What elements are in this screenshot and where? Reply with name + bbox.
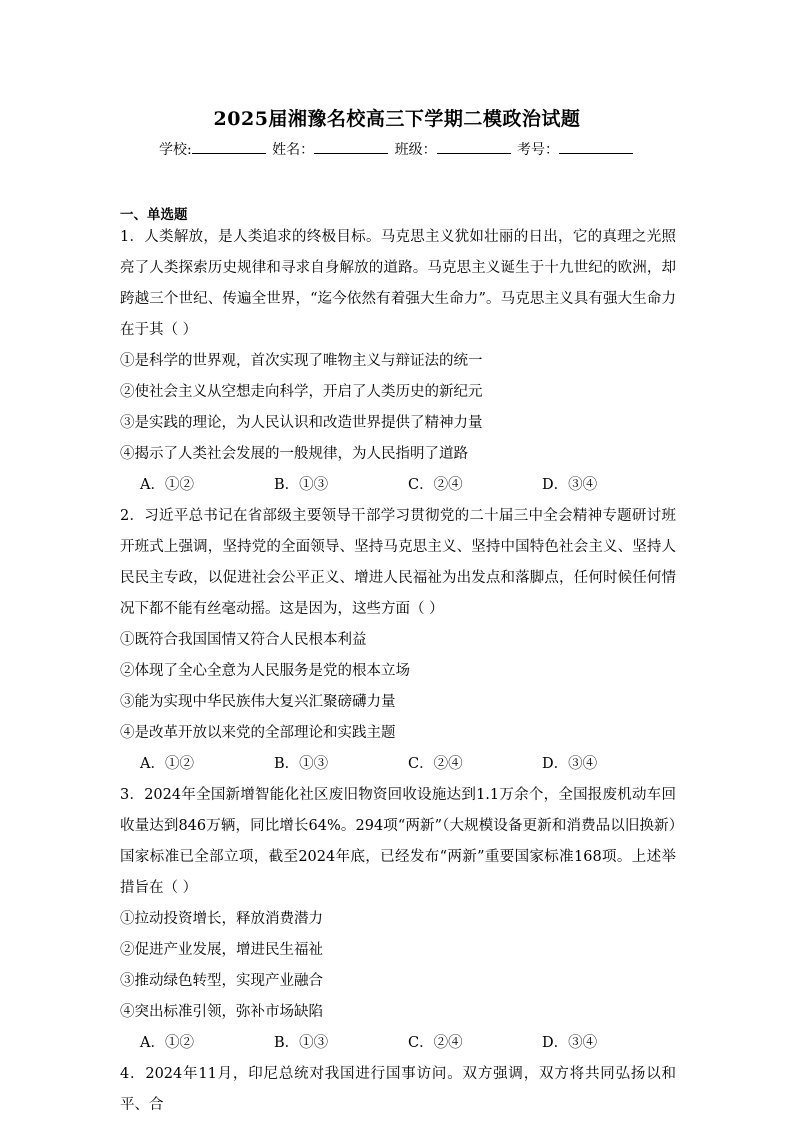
exam-title: 2025届湘豫名校高三下学期二模政治试题 [213,108,581,130]
choice-a[interactable]: A．①② [140,1035,194,1051]
question-stem: 4．2024年11月，印尼总统对我国进行国事访问。双方强调，双方将共同弘扬以和平、合 [120,1066,676,1113]
statement-option: ③推动绿色转型，实现产业融合 [120,973,323,989]
statement-option: ②促进产业发展，增进民生福祉 [120,942,323,958]
answer-choices [120,749,676,780]
statement-option: ④揭示了人类社会发展的一般规律，为人民指明了道路 [120,446,468,462]
question [120,1059,676,1121]
statement-option: ①拉动投资增长，释放消费潜力 [120,911,323,927]
school-label: 学校: [158,142,192,158]
question [120,780,676,1059]
class-label: 班级： [394,142,437,158]
section-heading: 一、单选题 [120,207,188,223]
student-info-line [0,139,794,159]
statement-option: ③是实践的理论，为人民认识和改造世界提供了精神力量 [120,415,483,431]
number-blank[interactable] [559,141,633,154]
answer-choices [120,470,676,501]
choice-b[interactable]: B．①③ [274,1035,329,1051]
question [120,222,676,501]
statement-option: ①既符合我国国情又符合人民根本利益 [120,632,367,648]
question-stem: 1．人类解放，是人类追求的终极目标。马克思主义犹如壮丽的日出，它的真理之光照亮了人类探索历史规律和寻求自身解放的道路。马克思主义诞生于十九世纪的欧洲，却跨越三个世纪、传遍全世界，“迄今依然有着强大生命力”。马克思主义具有强大生命力在于其（ ） [120,229,676,338]
choice-b[interactable]: B．①③ [274,477,329,493]
question-stem: 3．2024年全国新增智能化社区废旧物资回收设施达到1.1万余个，全国报废机动车回收量达到846万辆，同比增长64%。294项“两新”（大规模设备更新和消费品以旧换新）国家标准已全部立项，截至2024年底，已经发布“两新”重要国家标准168项。上述举措旨在（ ） [120,787,676,896]
question-list [120,222,676,1121]
choice-d[interactable]: D．③④ [542,477,598,493]
school-blank[interactable] [192,141,266,154]
statement-option: ②使社会主义从空想走向科学，开启了人类历史的新纪元 [120,384,483,400]
statement-option: ④突出标准引领，弥补市场缺陷 [120,1004,323,1020]
answer-choices [120,1028,676,1059]
choice-a[interactable]: A．①② [140,477,194,493]
statement-option: ②体现了全心全意为人民服务是党的根本立场 [120,663,410,679]
question-stem: 2．习近平总书记在省部级主要领导干部学习贯彻党的二十届三中全会精神专题研讨班开班式上强调，坚持党的全面领导、坚持马克思主义、坚持中国特色社会主义、坚持人民民主专政，以促进社会公平正义、增进人民福祉为出发点和落脚点，任何时候任何情况下都不能有丝毫动摇。这是因为，这些方面（ ） [120,508,676,617]
name-label: 姓名： [272,142,315,158]
statement-option: ①是科学的世界观，首次实现了唯物主义与辩证法的统一 [120,353,483,369]
choice-c[interactable]: C．②④ [408,756,463,772]
choice-d[interactable]: D．③④ [542,756,598,772]
statement-option: ③能为实现中华民族伟大复兴汇聚磅礴力量 [120,694,396,710]
number-label: 考号： [517,142,560,158]
name-blank[interactable] [314,141,388,154]
statement-option: ④是改革开放以来党的全部理论和实践主题 [120,725,396,741]
choice-c[interactable]: C．②④ [408,1035,463,1051]
choice-a[interactable]: A．①② [140,756,194,772]
choice-d[interactable]: D．③④ [542,1035,598,1051]
class-blank[interactable] [437,141,511,154]
question [120,501,676,780]
choice-c[interactable]: C．②④ [408,477,463,493]
choice-b[interactable]: B．①③ [274,756,329,772]
